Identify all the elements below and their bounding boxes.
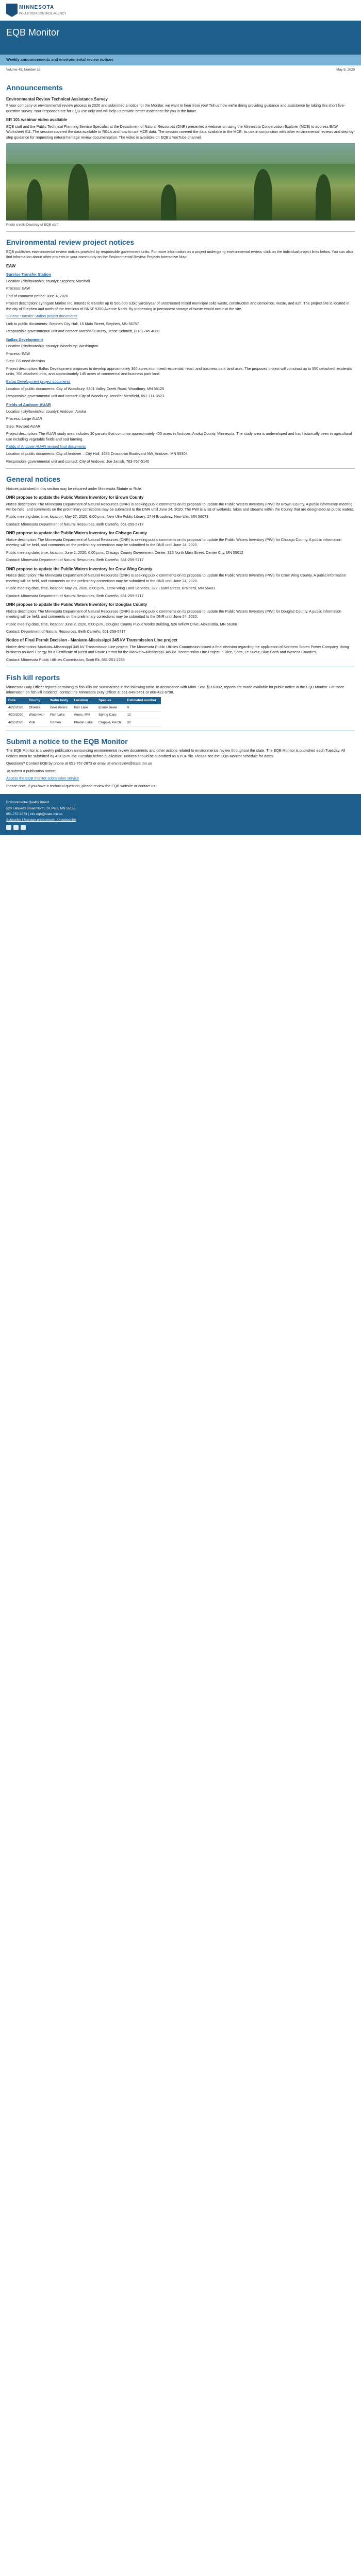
table-header: Species	[96, 697, 125, 704]
er-notices-intro: EQB publishes environmental review notices provided by responsible government units. For more information on a project undergoing environmental review, click on the individual project links below. You can also find information about other projects in your community on the Environmental Review Projects Interactive Map.	[6, 249, 353, 260]
table-row	[6, 719, 161, 726]
project-process: Process: EAW	[6, 286, 30, 291]
notice-body: Notice description: Mankato–Mississippi 345 kV Transmission Line project. The Minnesota Public Utilities Commission issued a final decision regarding the application of Northern States Power Company, doing business as Xcel Energy for a Certificate of Need and Route Permit for the Mankato–Mississippi 345 kV Transmission Line Project in Rice, Scott, Le Sueur, Blue Earth and Waseca Counties.	[6, 644, 349, 655]
general-notice	[6, 530, 355, 563]
table-header: Estimated number	[125, 697, 161, 704]
table-header: County	[27, 697, 48, 704]
general-notice	[6, 637, 355, 663]
notice-meeting: Public meeting date, time, location: June 2, 2020, 6:00 p.m., Douglas County Public Works Building, 526 Willow Drive, Alexandria, MN 56308	[6, 621, 237, 626]
project-public-docs: Location of public documents: City of Woodbury, 8301 Valley Creek Road, Woodbury, MN 55125	[6, 386, 165, 392]
general-notices-intro: Notices published in this section may be required under Minnesota Statute or Rule.	[6, 486, 142, 491]
footer-org: Environmental Quality Board	[6, 801, 49, 805]
footer	[0, 794, 361, 835]
project-description: Project description: The AUAR study area includes 30 parcels that comprise approximately 400 acres in Andover, Anoka County, Minnesota. The study area is undeveloped and has historically been in agricultural use including vegetable fields and sod farming.	[6, 431, 352, 442]
table-cell: 4/22/2020	[6, 704, 27, 711]
general-notice	[6, 566, 355, 599]
notice-contact: Contact: Minnesota Department of Natural Resources, Beth Carreño, 651-259-5717	[6, 593, 144, 598]
project-notice	[6, 263, 355, 334]
footer-subscription-links[interactable]: Subscribe | Manage preferences | Unsubscribe	[6, 818, 76, 822]
project-documents-link[interactable]: Fields of Andover AUAR revised final documents	[6, 444, 86, 449]
submit-section	[6, 736, 355, 789]
notice-contact: Contact: Minnesota Public Utilities Commission, Scott Ek, 651-201-2255	[6, 657, 125, 662]
table-cell: Iron Lake	[72, 704, 97, 711]
general-notice	[6, 495, 355, 527]
notice-body: Notice description: The Minnesota Department of Natural Resources (DNR) is seeking public comments on its proposal to update the Public Waters Inventory (PWI) for Crow Wing County. A public information meeting will be held, and comments on the preliminary corrections may be submitted to the DNR until June 24, 2020.	[6, 573, 346, 583]
issue-date: May 5, 2020	[336, 67, 355, 72]
youtube-icon[interactable]	[21, 825, 26, 830]
project-comment: Step: CS need decision	[6, 359, 45, 364]
notice-contact: Contact: Minnesota Department of Natural Resources, Beth Carreño, 651-259-5717	[6, 557, 144, 563]
issue-row	[0, 65, 361, 74]
general-notices-heading: General notices	[6, 475, 61, 484]
page-title: EQB Monitor	[6, 27, 60, 38]
notice-contact: Contact: Minnesota Department of Natural Resources, Beth Carreño, 651-259-5717	[6, 521, 144, 527]
notice-list	[6, 495, 355, 663]
footer-address: 520 Lafayette Road North, St. Paul, MN 55155	[6, 806, 76, 810]
table-cell: Polk	[27, 719, 48, 726]
table-cell: Crappie, Perch	[96, 719, 125, 726]
notice-title: Notice of Final Permit Decision - Mankato-Mississippi 345 kV Transmission Line project	[6, 638, 178, 643]
notice-body: Notice description: The Minnesota Department of Natural Resources (DNR) is seeking public comments on its proposal to update the Public Waters Inventory (PWI) for Chisago County. A public information meeting will be held, and comments on the preliminary corrections may be submitted to the DNR until June 24, 2020.	[6, 537, 341, 548]
submit-heading: Submit a notice to the EQB Monitor	[6, 737, 128, 746]
notice-title: DNR propose to update the Public Waters Inventory for Crow Wing County	[6, 566, 153, 571]
fish-kill-table	[6, 697, 161, 726]
project-description: Project description: Ballas Development proposes to develop approximately 360 acres into mixed residential, retail, and business park land uses. The proposed project will construct up to 550 detached residential units, 700 attached units, and approximately 145 acres of commercial and business park land.	[6, 366, 353, 377]
table-header: Date	[6, 697, 27, 704]
notice-title: DNR propose to update the Public Waters Inventory for Chisago County	[6, 531, 147, 536]
table-cell: Fish Lake	[48, 711, 72, 719]
table-cell: Romeo	[48, 719, 72, 726]
table-cell: Isiko Rivers	[48, 704, 72, 711]
notice-title: DNR propose to update the Public Waters Inventory for Brown County	[6, 495, 144, 500]
logo-line2: POLLUTION CONTROL AGENCY	[19, 12, 67, 15]
notice-body: Notice description: The Minnesota Department of Natural Resources (DNR) is seeking public comments on its proposal to update the Public Waters Inventory (PWI) for Douglas County. A public information meeting will be held, and comments on the preliminary corrections may be submitted to the DNR until June 24, 2020.	[6, 608, 341, 619]
project-comment: End of comment period: June 4, 2020	[6, 293, 68, 298]
table-cell: 0	[125, 704, 161, 711]
general-notice	[6, 602, 355, 634]
facebook-icon[interactable]	[6, 825, 11, 830]
notice-meeting: Public meeting date, time, location: June 1, 2020, 6:00 p.m., Chisago County Government Center, 313 North Main Street, Center City, MN 55012	[6, 550, 243, 555]
table-row	[6, 704, 161, 711]
table-cell: Ames, MN	[72, 711, 97, 719]
table-cell: 12	[125, 711, 161, 719]
project-comment: Step: Revised AUAR	[6, 423, 41, 429]
prairie-photo	[6, 143, 355, 221]
table-cell: Ipsum Jewel	[96, 704, 125, 711]
mpca-logo[interactable]	[6, 4, 66, 17]
project-contact: Responsible governmental unit and contact: City of Woodbury, Jennifer Merrifield, 651-714-3523	[6, 394, 165, 399]
submit-to-publish: To submit a publication notice:	[6, 768, 56, 773]
top-bar	[0, 0, 361, 21]
notice-meeting: Public meeting date, time, location: May 27, 2020, 6:00 p.m., New Ulm Public Library, 17 N Broadway, New Ulm, MN 56073	[6, 514, 209, 519]
er-notices-heading: Environmental review project notices	[6, 238, 135, 247]
table-header: Water body	[48, 697, 72, 704]
page	[0, 0, 361, 835]
issue-number: Volume 45, Number 18	[6, 67, 41, 72]
main-content	[0, 74, 361, 789]
fish-kill-heading: Fish kill reports	[6, 673, 60, 682]
announcement-2-body: EQB staff and the Public Technical Planning Service Specialist at the Department of Natural Resources (DNR) presented a webinar on using the Minnesota Conservation Explorer (MCE) to address EAW Worksheet #11. The session covered the data available to RGUs and how to use MCE data. The session covered the data available in the MCE, its use in conjunction with other environmental reviews and step-by-step guidance for requesting natural heritage review documentation. The video is available on EQB's YouTube channel.	[6, 124, 355, 140]
photo-caption: Photo credit: Courtesy of EQB staff	[6, 223, 59, 227]
social-icons	[6, 825, 355, 830]
table-cell: Phelan Lake	[72, 719, 97, 726]
table-cell: Spring Carp	[96, 711, 125, 719]
twitter-icon[interactable]	[13, 825, 19, 830]
announcement-1-title: Environmental Review Technical Assistance Survey	[6, 96, 108, 101]
project-title[interactable]: Fields of Andover AUAR	[6, 402, 51, 407]
divider	[6, 231, 355, 232]
project-title[interactable]: Sunrise Transfer Station	[6, 272, 51, 277]
project-public-docs: Location of public documents: City of Andover – City Hall, 1685 Crosstown Boulevard NW, Andover, MN 55304	[6, 451, 188, 456]
table-cell: 4/22/2020	[6, 719, 27, 726]
table-cell: 4/23/2020	[6, 711, 27, 719]
announcements-heading: Announcements	[6, 83, 63, 92]
table-row	[6, 711, 161, 719]
table-cell: 30	[125, 719, 161, 726]
announcement-2-title: ER 101 webinar video available	[6, 117, 68, 123]
notice-body: Notice description: The Minnesota Department of Natural Resources (DNR) is seeking public comments on its proposal to update the Public Waters Inventory (PWI) for Brown County. A public information meeting will be held, and comments on the preliminary corrections may be submitted to the DNR until June 24, 2020. The PWI is a list of wetlands, lakes and streams within the County that are designated as public waters.	[6, 501, 354, 512]
project-list	[6, 263, 355, 465]
logo-text	[19, 4, 66, 16]
divider	[6, 468, 355, 469]
table-header: Location	[72, 697, 97, 704]
notice-title: DNR propose to update the Public Waters Inventory for Douglas County	[6, 602, 147, 607]
project-section: EAW	[6, 263, 16, 268]
project-description: Project description: Lynngate Marine Inc. intends to transfer up to 500,000 cubic yards/year of unscreened mixed municipal solid waste, construction and demolition, waste, and ash. The project site is located in the city of Stephen and north of the terminus of BNSF 5390 Avenue North. By processing in permanent storage of waste would occur at the site.	[6, 301, 350, 311]
project-process: Process: Large AUAR	[6, 416, 42, 421]
project-contact: Responsible governmental unit and contact: City of Andover, Joe Janish, 763-767-5140	[6, 459, 150, 464]
subtitle-bar: Weekly announcements and environmental review notices	[0, 55, 361, 65]
title-banner	[0, 21, 361, 55]
project-title[interactable]: Ballas Development	[6, 337, 43, 342]
project-location: Location (city/township; county): Woodbury; Washington	[6, 344, 99, 349]
logo-line1: MINNESOTA	[19, 5, 55, 11]
project-documents-link[interactable]: Ballas Development project documents	[6, 379, 71, 384]
project-notice	[6, 337, 355, 399]
notice-contact: Contact: Department of Natural Resources, Beth Carreño, 651-259-5717	[6, 629, 126, 634]
fish-kill-intro: Minnesota Duty Officer reports pertaining to fish kills are summarized in the following table. In accordance with Minn. Stat. §116.092, reports are made available for public notice in the EQB Monitor. For more information on fish kill incidents, contact the Minnesota Duty Officer at 651-649-5451 or 800-422-0798.	[6, 684, 344, 695]
table-cell: Otsenta	[27, 704, 48, 711]
project-process: Process: EAW	[6, 351, 30, 356]
project-notice	[6, 402, 355, 464]
project-documents-link[interactable]: Sunrise Transfer Station project documents	[6, 314, 77, 319]
submit-questions: Questions? Contact EQB by phone at 651-757-2873 or email at env.review@state.mn.us	[6, 761, 152, 766]
project-public-docs: Link to public documents: Stephen City Hall, 15 Main Street, Stephen, MN 56757	[6, 321, 139, 326]
submit-body: The EQB Monitor is a weekly publication announcing environmental review documents and other actions related to environmental review throughout the state. The EQB Monitor is published each Tuesday. All notices must be submitted by 4:30 p.m. the Tuesday before publication. Notices should be submitted as a PDF file. Please see the EQB Monitor schedule for dates.	[6, 748, 346, 758]
project-contact: Responsible governmental unit and contact: Marshall County, Jesse Schmidt, (218) 745-4888	[6, 329, 160, 334]
footer-contact: 651-757-2873 | info.eqb@state.mn.us	[6, 812, 63, 816]
submit-footnote: Please note, if you have a technical question, please review the EQB website or contact us.	[6, 783, 156, 788]
state-shape-icon	[6, 4, 18, 17]
project-location: Location (city/township; county): Stephen; Marshall	[6, 279, 90, 284]
project-location: Location (city/township; county): Andover; Anoka	[6, 409, 86, 414]
table-cell: Watonwan	[27, 711, 48, 719]
announcement-1-body: If your company or environmental review process in 2020 and submitted a notice for the Monitor, we want to hear from you! Tell us how we're doing providing guidance and assistance by taking this short five-question survey. Your responses are for EQB use only and will help us provide better assistance for you in the future.	[6, 103, 345, 113]
notice-meeting: Public meeting date, time, location: May 28, 2020, 6:00 p.m., Crow Wing Land Services, 322 Laurel Street, Brainerd, MN 56401	[6, 586, 216, 591]
submission-service-link[interactable]: Access the EQB monitor submission service	[6, 776, 79, 781]
